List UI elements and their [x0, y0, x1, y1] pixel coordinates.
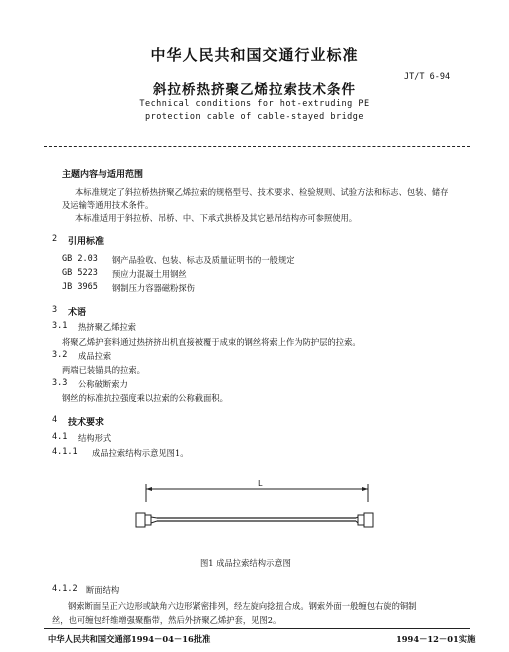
subsection-4-1-2-line-2: 丝，也可缠包纤维增强聚酯带，然后外挤聚乙烯护套，见图2。	[52, 615, 282, 625]
subsection-4-1-2-heading: 断面结构	[86, 585, 120, 595]
standard-code: JT/T 6-94	[404, 72, 451, 82]
section-1-paragraph-1-cont: 及运输等通用技术条件。	[62, 200, 154, 210]
term-name: 成品拉索	[78, 351, 112, 361]
section-1-paragraph-1: 本标准规定了斜拉桥热挤聚乙烯拉索的规格型号、技术要求、检验规则、试验方法和标志、包装、储存	[75, 187, 449, 197]
subsection-4-1-heading: 结构形式	[78, 433, 112, 443]
right-anchor	[356, 513, 373, 527]
section-1-heading: 主题内容与适用范围	[62, 170, 144, 180]
dimension-label: L	[258, 479, 263, 488]
reference-title: 钢产品验收、包装、标志及质量证明书的一般规定	[112, 255, 295, 265]
term-number: 3.3	[52, 378, 68, 388]
term-name: 热挤聚乙烯拉索	[78, 322, 137, 332]
subsection-4-1-1-number: 4.1.1	[52, 447, 78, 457]
dimension-arrow-left	[146, 487, 152, 491]
footer-divider	[44, 628, 470, 629]
section-2-number: 2	[52, 234, 58, 244]
left-anchor	[136, 513, 157, 527]
english-title-line-1: Technical conditions for hot-extruding PE	[139, 99, 370, 109]
english-title-line-2: protection cable of cable-stayed bridge	[144, 112, 365, 122]
subsection-4-1-number: 4.1	[52, 432, 68, 442]
reference-title: 预应力混凝土用钢丝	[112, 269, 187, 279]
section-3-number: 3	[52, 305, 58, 315]
reference-code: JB 3965	[62, 282, 98, 292]
figure-1-caption: 图1 成品拉索结构示意图	[200, 558, 291, 568]
approval-statement: 中华人民共和国交通部1994－04－16批准	[48, 634, 211, 644]
term-name: 公称破断索力	[78, 379, 128, 389]
term-definition: 将聚乙烯护套料通过热挤挤出机直接被覆于成束的钢丝将索上作为防护层的拉索。	[62, 337, 361, 347]
subsection-4-1-1-text: 成品拉索结构示意见图1。	[92, 448, 189, 458]
section-4-heading: 技术要求	[68, 418, 105, 428]
term-number: 3.2	[52, 350, 68, 360]
subsection-4-1-2-line-1: 钢索断面呈正六边形或缺角六边形紧密排列，经左旋向捻扭合成。钢索外面一般缠包右旋的铜制	[68, 601, 417, 611]
implementation-date: 1994－12－01实施	[396, 634, 476, 644]
reference-code: GB 2.03	[62, 254, 98, 264]
reference-title: 钢制压力容器磁粉探伤	[112, 283, 195, 293]
document-title: 斜拉桥热挤聚乙烯拉索技术条件	[153, 82, 356, 98]
section-3-heading: 术语	[68, 308, 87, 318]
subsection-4-1-2-number: 4.1.2	[52, 584, 78, 594]
section-2-heading: 引用标准	[68, 237, 105, 247]
section-1-paragraph-2: 本标准适用于斜拉桥、吊桥、中、下承式拱桥及其它悬吊结构亦可参照使用。	[75, 213, 358, 223]
term-number: 3.1	[52, 321, 68, 331]
standard-category-header: 中华人民共和国交通行业标准	[150, 46, 359, 64]
dimension-arrow-right	[362, 487, 368, 491]
section-4-number: 4	[52, 415, 58, 425]
term-definition: 钢丝的标准抗拉强度乘以拉索的公称截面积。	[62, 393, 228, 403]
term-definition: 两端已装锚具的拉索。	[62, 365, 145, 375]
reference-code: GB 5223	[62, 268, 98, 278]
